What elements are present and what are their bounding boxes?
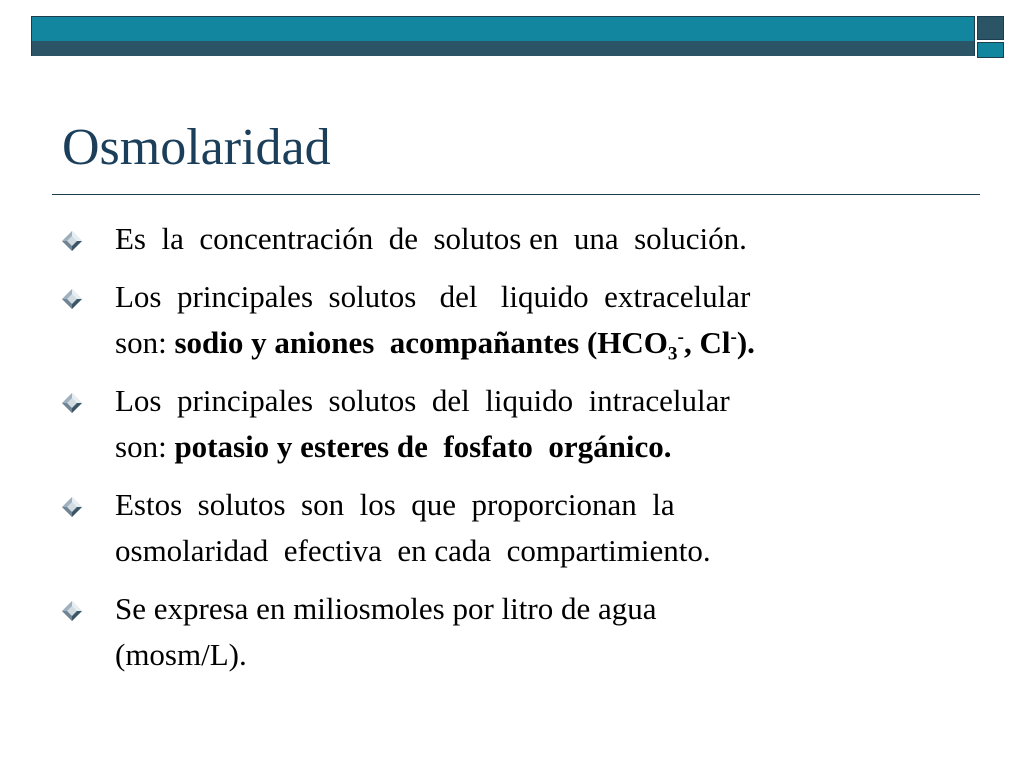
bullet-item: [60, 216, 960, 262]
bullet-text-continued: (mosm/L).: [115, 637, 247, 672]
header-corner-square-top: [977, 16, 1004, 40]
bullet-text-continued: [115, 424, 960, 470]
bullet-emphasis: [174, 325, 755, 365]
bullet-list: [60, 216, 960, 690]
bullet-text-continued: osmolaridad efectiva en cada compartimiento.: [115, 533, 711, 568]
bullet-text: Es la concentración de solutos en una solución.: [115, 221, 747, 256]
diamond-bullet-icon: [61, 600, 83, 622]
diamond-bullet-icon: [61, 288, 83, 310]
diamond-bullet-icon: [61, 392, 83, 414]
bullet-item: [60, 482, 960, 574]
bullet-bold-text: sodio y aniones acompañantes (HCO: [174, 325, 668, 360]
diamond-bullet-icon: [61, 496, 83, 518]
bullet-item: [60, 274, 960, 366]
bullet-text-continued: [115, 320, 960, 366]
bullet-bold-text: potasio y esteres de fosfato orgánico.: [174, 429, 672, 464]
bullet-prefix: son:: [115, 325, 175, 360]
header-corner-square-bottom: [977, 42, 1004, 58]
bullet-text: Se expresa en miliosmoles por litro de agua: [115, 591, 657, 626]
bullet-bold-end: ).: [736, 325, 755, 360]
superscript: -: [730, 326, 737, 348]
bullet-item: [60, 378, 960, 470]
slide-title: Osmolaridad: [62, 119, 331, 176]
bullet-item: [60, 586, 960, 678]
subscript: 3: [667, 343, 678, 365]
header-bar-stripe: [32, 41, 974, 56]
header-decorative-bar: [31, 16, 975, 56]
bullet-bold-mid: , Cl: [683, 325, 731, 360]
bullet-prefix: son:: [115, 429, 175, 464]
bullet-text: Estos solutos son los que proporcionan la: [115, 487, 675, 522]
superscript: -: [677, 326, 684, 348]
title-divider: [52, 194, 980, 195]
bullet-text: Los principales solutos del liquido intracelular: [115, 383, 730, 418]
diamond-bullet-icon: [61, 230, 83, 252]
bullet-text: Los principales solutos del liquido extracelular: [115, 279, 751, 314]
